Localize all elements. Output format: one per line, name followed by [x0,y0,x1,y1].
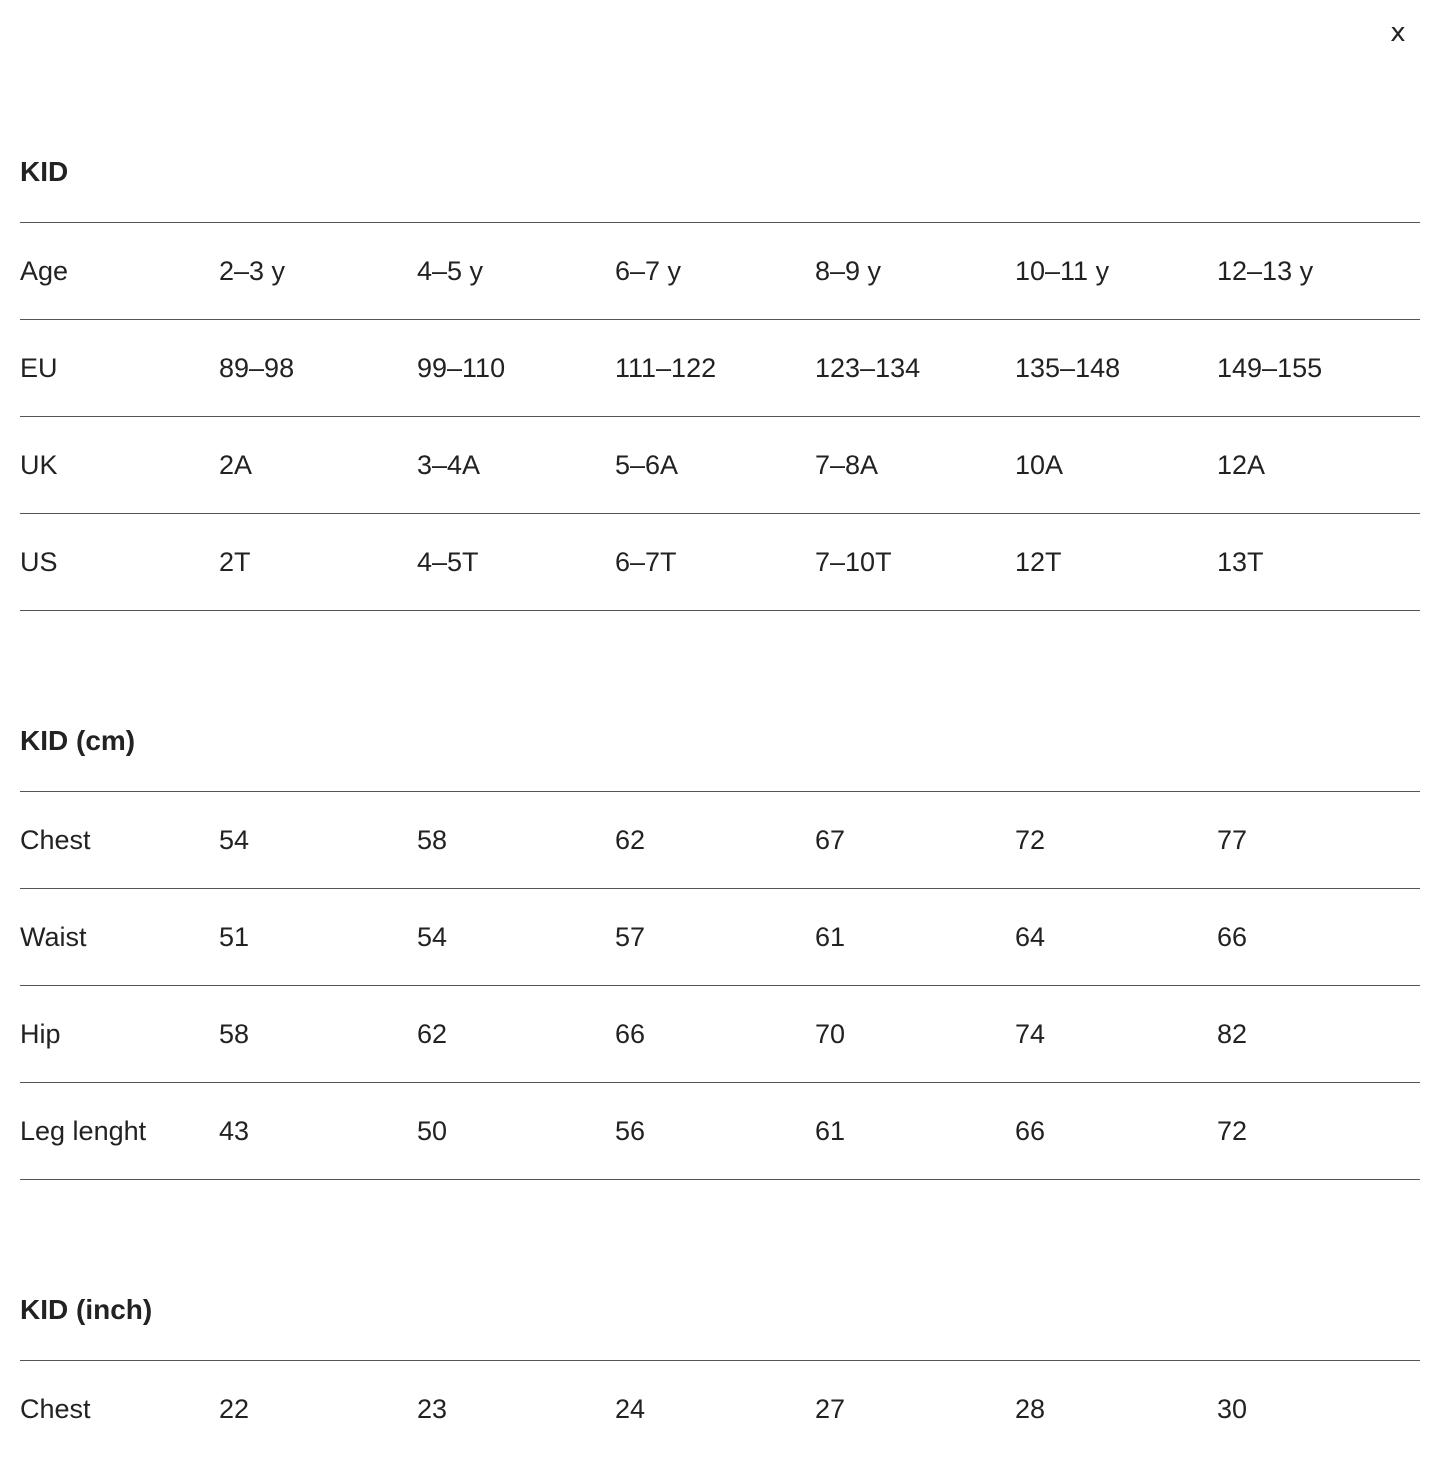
table-cell: 7–10T [815,546,892,577]
table-cell: 74 [1015,1018,1046,1049]
table-cell: 54 [219,824,250,855]
section-kid-cm [20,715,1420,1180]
size-table [20,1360,1420,1457]
table-cell: 72 [1217,1115,1248,1146]
table-cell: 5–6A [615,449,679,480]
table-cell: 43 [219,1115,250,1146]
table-cell: 3–4A [417,449,481,480]
table-cell: 12–13 y [1217,255,1314,286]
table-cell: 28 [1015,1393,1046,1424]
table-cell: 2–3 y [219,255,286,286]
table-cell: 27 [815,1393,846,1424]
table-row [20,792,1420,889]
close-button[interactable]: x [1390,18,1406,48]
table-cell: 2A [219,449,253,480]
table-cell: 56 [615,1115,646,1146]
row-label: US [20,546,58,577]
table-cell: 6–7T [615,546,677,577]
table-row [20,1361,1420,1457]
table-row [20,417,1420,514]
table-row [20,223,1420,320]
section-title: KID (cm) [20,725,136,756]
section-kid-inch [20,1284,1420,1457]
table-cell: 123–134 [815,352,921,383]
row-label: UK [20,449,58,480]
table-cell: 58 [417,824,448,855]
table-row [20,320,1420,417]
table-cell: 10–11 y [1015,255,1110,286]
table-cell: 22 [219,1393,250,1424]
table-cell: 149–155 [1217,352,1323,383]
table-cell: 7–8A [815,449,879,480]
table-row [20,514,1420,611]
table-cell: 54 [417,921,448,952]
table-cell: 58 [219,1018,250,1049]
table-cell: 111–122 [615,352,717,383]
table-cell: 4–5 y [417,255,484,286]
row-label: EU [20,352,58,383]
table-cell: 30 [1217,1393,1248,1424]
section-kid [20,146,1420,611]
table-cell: 57 [615,921,646,952]
table-cell: 70 [815,1018,846,1049]
table-cell: 62 [615,824,646,855]
table-cell: 23 [417,1393,448,1424]
table-row [20,889,1420,986]
table-cell: 50 [417,1115,448,1146]
table-cell: 99–110 [417,352,506,383]
table-cell: 12A [1217,449,1266,480]
size-table [20,791,1420,1180]
section-title: KID (inch) [20,1294,153,1325]
table-cell: 67 [815,824,846,855]
table-cell: 72 [1015,824,1046,855]
table-cell: 6–7 y [615,255,682,286]
row-label: Hip [20,1018,61,1049]
section-title: KID [20,156,69,187]
table-cell: 135–148 [1015,352,1121,383]
row-label: Chest [20,1393,91,1424]
table-cell: 66 [1015,1115,1046,1146]
table-cell: 12T [1015,546,1062,577]
table-cell: 13T [1217,546,1264,577]
row-label: Chest [20,824,91,855]
row-label: Age [20,255,69,286]
table-cell: 51 [219,921,250,952]
size-table [20,222,1420,611]
table-cell: 77 [1217,824,1248,855]
table-cell: 61 [815,921,846,952]
table-cell: 82 [1217,1018,1248,1049]
table-cell: 8–9 y [815,255,882,286]
row-label: Leg lenght [20,1115,147,1146]
table-cell: 66 [1217,921,1248,952]
table-cell: 62 [417,1018,448,1049]
table-cell: 66 [615,1018,646,1049]
table-row [20,986,1420,1083]
table-cell: 24 [615,1393,646,1424]
table-cell: 61 [815,1115,846,1146]
table-cell: 4–5T [417,546,479,577]
table-cell: 10A [1015,449,1064,480]
table-cell: 64 [1015,921,1046,952]
row-label: Waist [20,921,87,952]
table-cell: 2T [219,546,251,577]
table-cell: 89–98 [219,352,295,383]
table-row [20,1083,1420,1180]
